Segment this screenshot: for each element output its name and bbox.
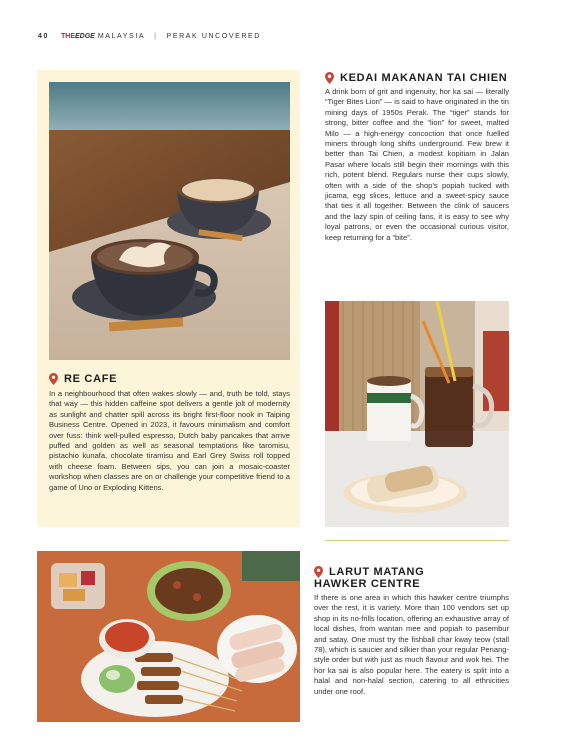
page-number: 40 (38, 32, 49, 40)
re-cafe-title (49, 373, 117, 385)
brand-edge: EDGE (75, 32, 95, 40)
re-cafe-body: In a neighbourhood that often wakes slowly — and, truth be told, stays that way — this hidden caffeine spot delivers a gentle jolt of modernity as sunlight and chatter spill across its bright first-floor nook in Taiping Business Centre. Opened in 2023, it favours minimalism and comfort over fuss: think well-pulled espresso, Dutch baby pancakes that arrive puffed and golden as well as seasonal temptations like taromisu, pistachio kunafa, chocolate tiramisu and Earl Grey Swiss roll topped with cheese foam. Between sips, you can join a mosaic-coaster workshop when classes are on or challenge your competitive friend to a game of Uno or Exploding Kittens. (49, 389, 290, 492)
re-cafe-title-text: RE CAFE (64, 373, 118, 385)
larut-matang-body: If there is one area in which this hawker centre triumphs over the rest, it is variety. More than 100 vendors set up shop in its no-frills location, offering an exhaustive array of local dishes, from wantan mee and popiah to pasembur and satay. One must try the fishball char kway teow (stall 78), which is saucier and silkier than your regular Penang-style order but with just as much flavour and wok hei. The hor ka sai is also popular here. The eatery is split into a halal and non-halal section, catering to all ethnicities under one roof. (314, 593, 509, 696)
tai-chien-title-text: KEDAI MAKANAN TAI CHIEN (340, 72, 508, 84)
location-pin-icon (314, 566, 323, 578)
tai-chien-body: A drink born of grit and ingenuity, hor ka sai — literally “Tiger Bites Lion” — is said to have originated in the tin mining days of 1950s Perak. The “tiger” stands for strong, bitter coffee and the “lion” for sweet, malted Milo — a high-energy concoction that once fuelled miners through long shifts underground. Few brew it better than Tai Chien, a modest kopitiam in Jalan Pasar where locals still begin their mornings with this rich, potent blend. Regulars nurse their cups slowly, often with a side of the shop’s popiah tucked with jicama, egg slices, lettuce and a sweet-spicy sauce that ties it all together. Between the clink of saucers and the lazy spin of ceiling fans, it is easy to see why loyal patrons, or even the occasional curious visitor, keep returning for a “bite”. (325, 87, 509, 242)
tai-chien-drinks-photo (325, 301, 509, 527)
page-header (38, 30, 261, 42)
hawker-photo-illustration (37, 551, 300, 722)
section-divider (325, 540, 509, 541)
larut-matang-food-photo (37, 551, 300, 722)
location-pin-icon (49, 373, 58, 385)
header-separator: | (154, 32, 158, 40)
location-pin-icon (325, 72, 334, 84)
section-name: PERAK UNCOVERED (166, 32, 261, 40)
latte-photo-illustration (49, 82, 290, 360)
larut-matang-title-line1: LARUT MATANG (329, 566, 425, 578)
larut-matang-title (314, 566, 424, 590)
drinks-photo-illustration (325, 301, 509, 527)
brand-country: MALAYSIA (97, 32, 146, 40)
tai-chien-title (325, 72, 507, 84)
re-cafe-latte-photo (49, 82, 290, 360)
larut-matang-title-line2: HAWKER CENTRE (314, 578, 421, 590)
brand-the: THE (61, 32, 75, 40)
